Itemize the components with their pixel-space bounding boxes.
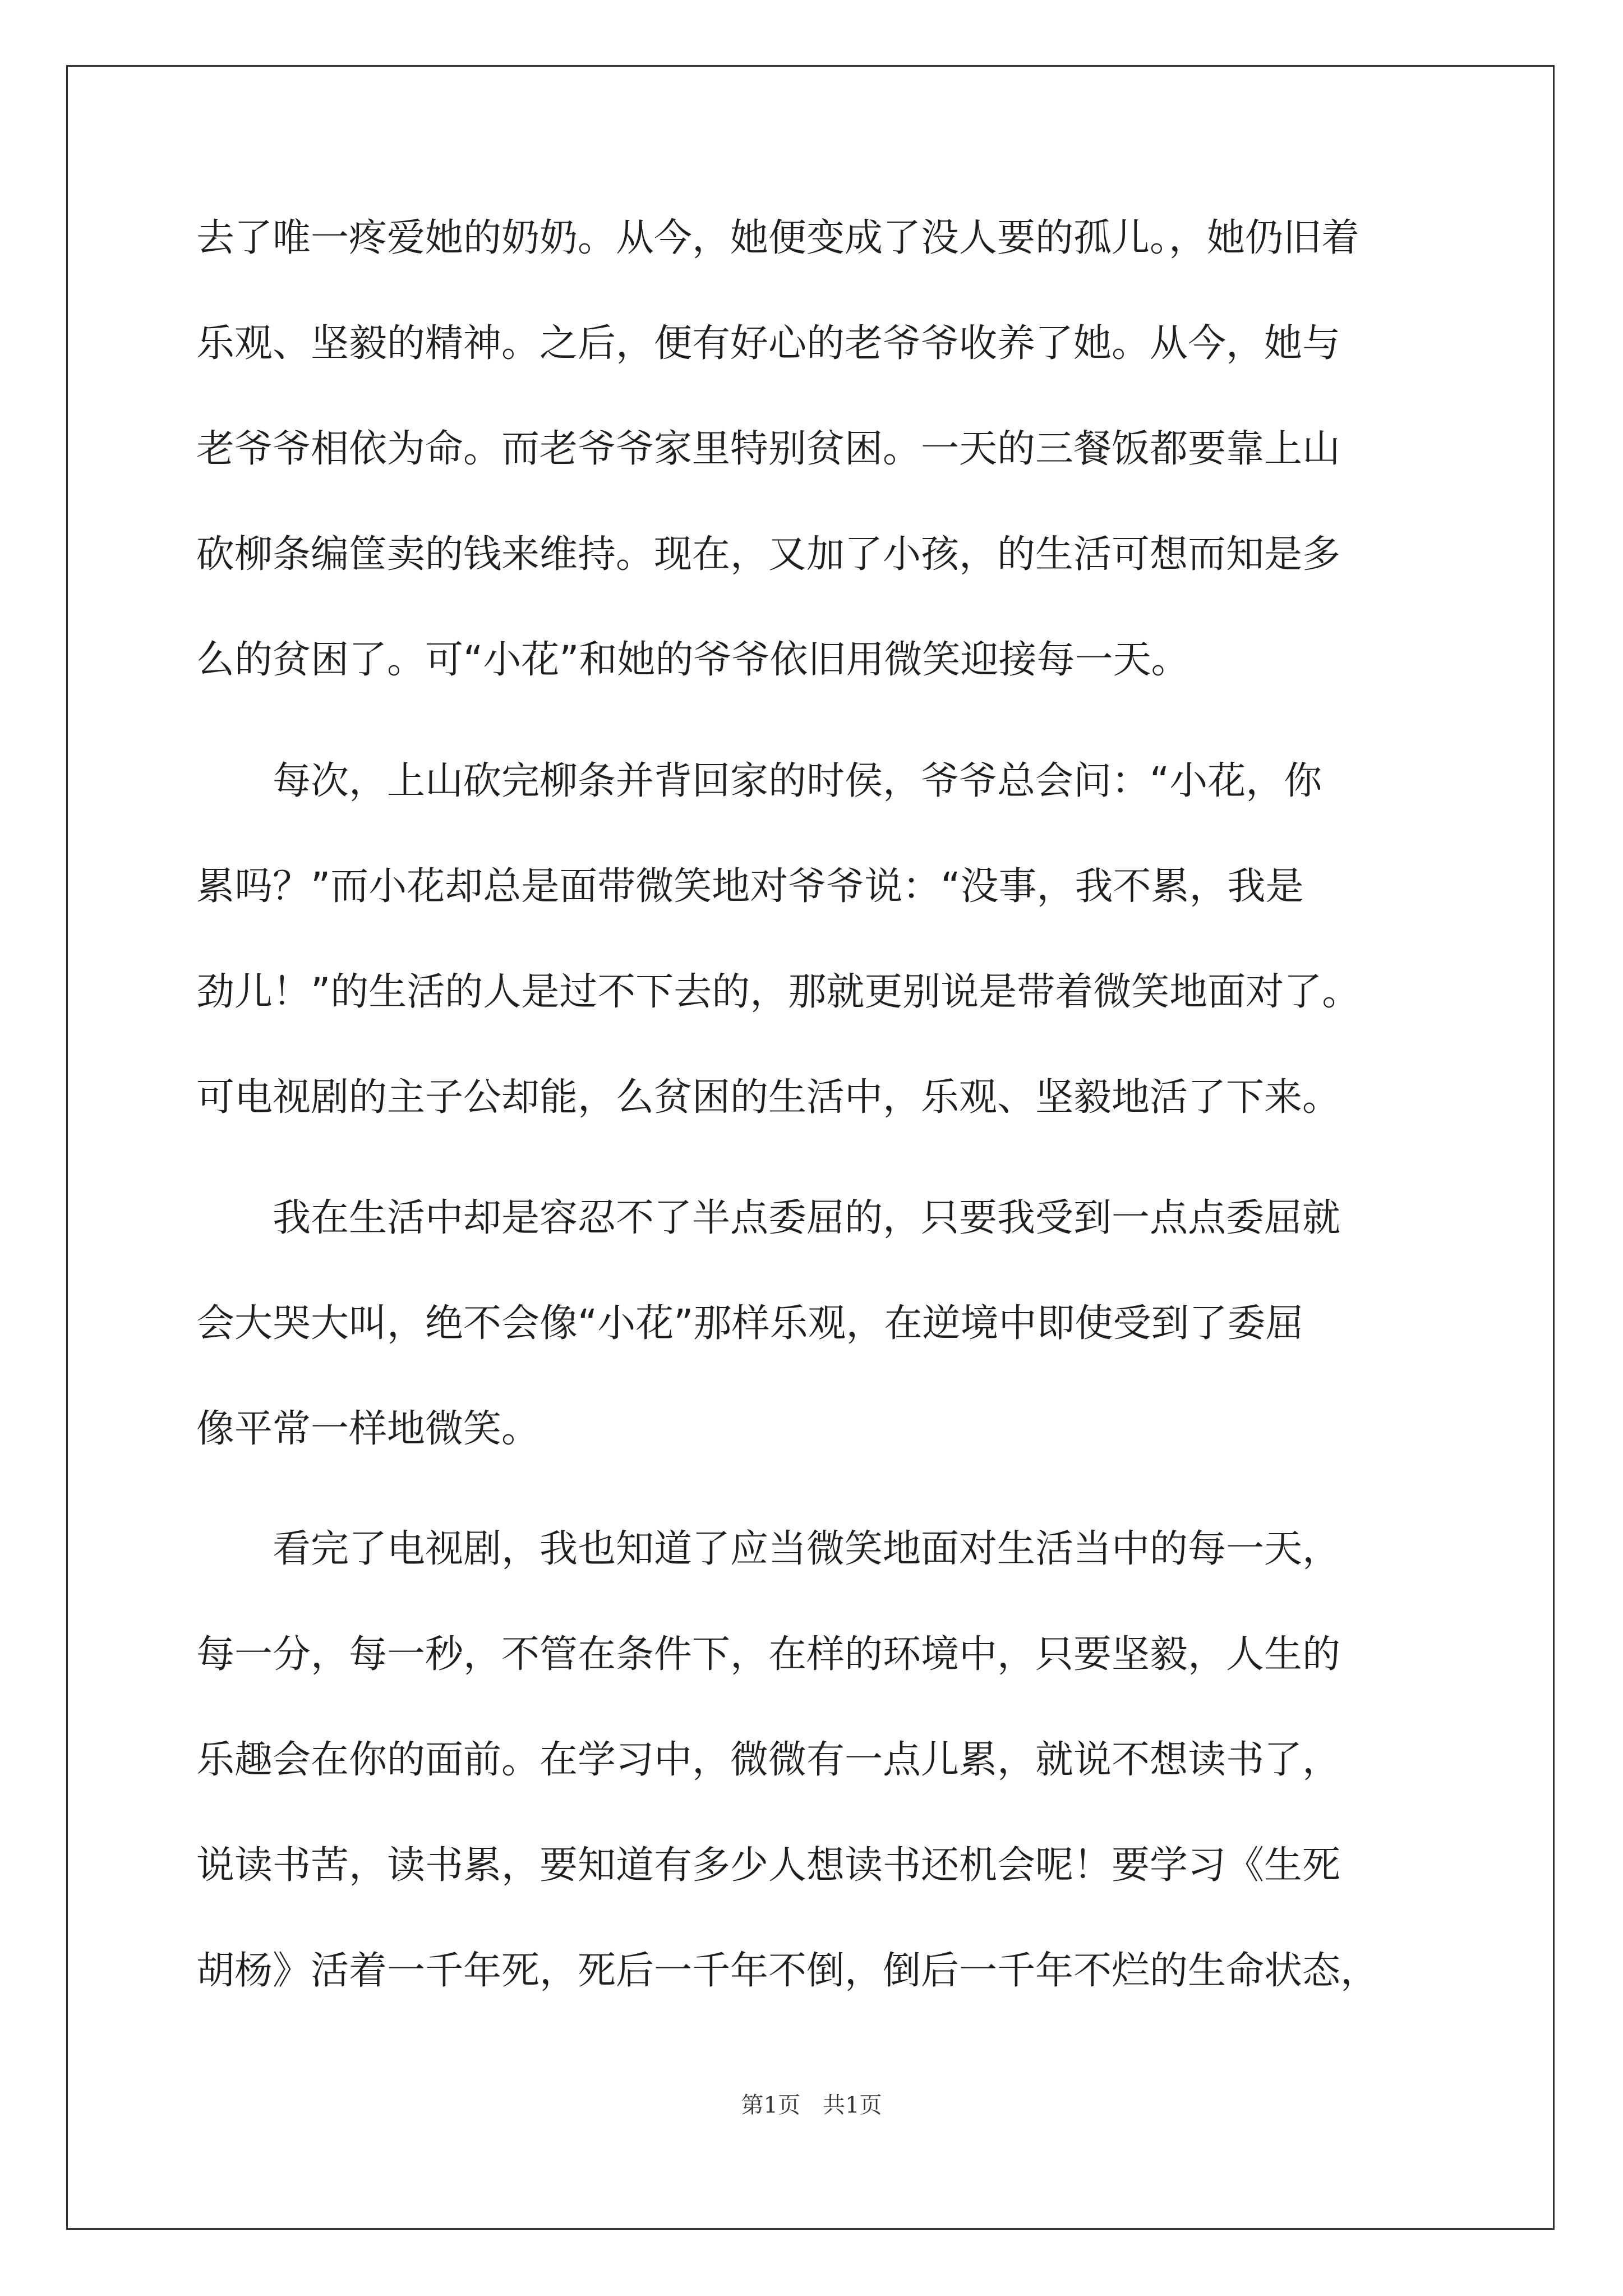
page-footer: 第1页 共1页 bbox=[741, 2092, 882, 2118]
text-line: 会大哭大叫，绝不会像“小花”那样乐观，在逆境中即使受到了委屈 bbox=[196, 1301, 1304, 1346]
text-line: 我在生活中却是容忍不了半点委屈的，只要我受到一点点委屈就 bbox=[196, 1196, 1341, 1240]
text-line: 么的贫困了。可“小花”和她的爷爷依旧用微笑迎接每一天。 bbox=[196, 638, 1189, 682]
text-line: 劲儿！”的生活的人是过不下去的，那就更别说是带着微笑地面对了。 bbox=[196, 970, 1361, 1014]
text-line: 乐观、坚毅的精神。之后，便有好心的老爷爷收养了她。从今，她与 bbox=[196, 321, 1341, 366]
text-line: 每一分，每一秒，不管在条件下，在样的环境中，只要坚毅，人生的 bbox=[196, 1632, 1341, 1677]
text-line: 像平常一样地微笑。 bbox=[196, 1407, 540, 1451]
text-line: 胡杨》活着一千年死，死后一千年不倒，倒后一千年不烂的生命状态， bbox=[196, 1949, 1379, 1993]
text-line: 乐趣会在你的面前。在学习中，微微有一点儿累，就说不想读书了， bbox=[196, 1738, 1341, 1782]
text-line: 说读书苦，读书累，要知道有多少人想读书还机会呢！要学习《生死 bbox=[196, 1843, 1341, 1888]
text-line: 老爷爷相依为命。而老爷爷家里特别贫困。一天的三餐饭都要靠上山 bbox=[196, 427, 1341, 471]
text-line: 累吗？”而小花却总是面带微笑地对爷爷说：“没事，我不累，我是 bbox=[196, 864, 1304, 909]
text-line: 可电视剧的主子公却能，么贫困的生活中，乐观、坚毅地活了下来。 bbox=[196, 1075, 1341, 1120]
text-line: 看完了电视剧，我也知道了应当微笑地面对生活当中的每一天， bbox=[196, 1527, 1341, 1571]
text-line: 去了唯一疼爱她的奶奶。从今，她便变成了没人要的孤儿。，她仍旧着 bbox=[196, 216, 1360, 260]
text-line: 砍柳条编筐卖的钱来维持。现在，又加了小孩，的生活可想而知是多 bbox=[196, 532, 1341, 577]
text-line: 每次，上山砍完柳条并背回家的时侯，爷爷总会问：“小花，你 bbox=[196, 759, 1322, 803]
